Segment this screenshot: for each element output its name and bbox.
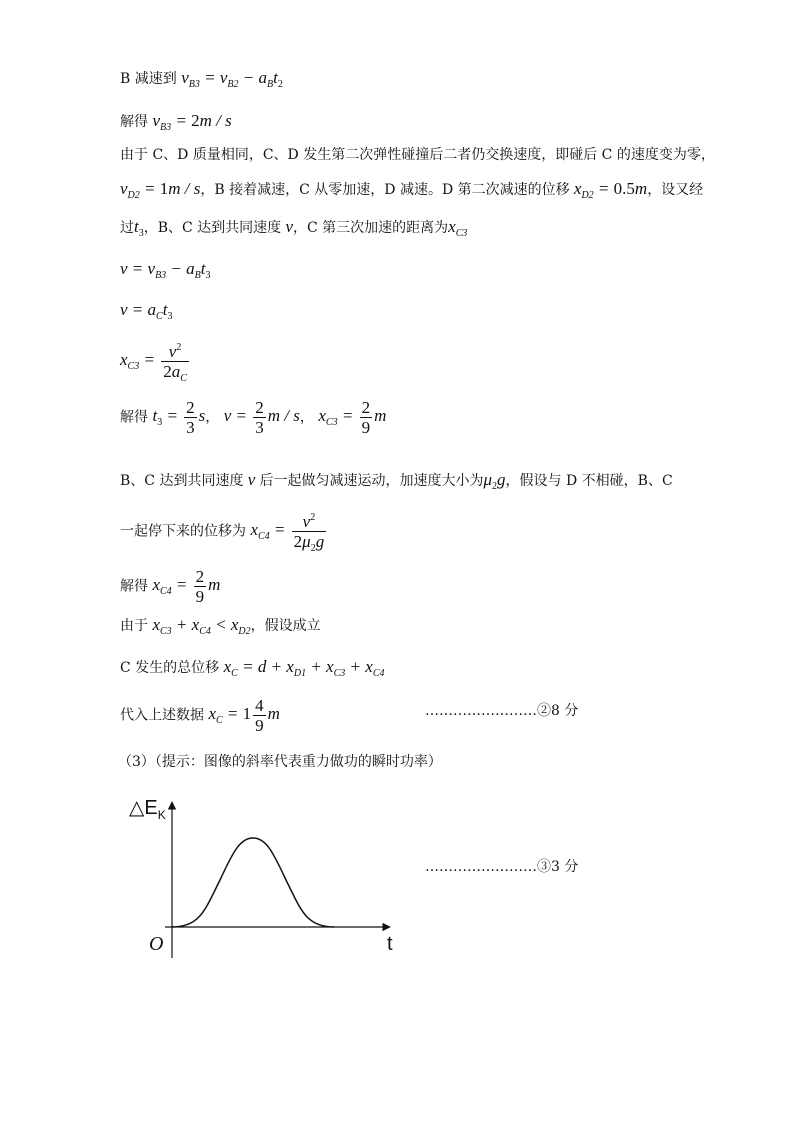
equation-line-11 (120, 512, 328, 554)
origin-label: O (149, 933, 164, 955)
eq-v-result: v = $\frac{2}{3}$ m / s (223, 398, 300, 437)
eq-vb3: $v_{B3} = v_{B2} - a_Bt_2$ (181, 68, 283, 90)
hint-line: （3）（提示：图像的斜率代表重力做功的瞬时功率） (118, 754, 442, 770)
equation-line-1 (120, 68, 283, 89)
line-text: C 发生的总位移 (120, 660, 220, 676)
eq-xc3-result: $x_{C3}$ = $\frac{2}{9}$ m (318, 398, 387, 437)
line-text: ，假设与 D 不相碰，B、C (505, 473, 673, 489)
line-text: 一起停下来的位移为 (120, 523, 246, 540)
line-text: B、C 达到共同速度 (120, 473, 244, 489)
eq-v-b3: $v = v_{B3} - a_Bt_3$ (120, 259, 211, 281)
line-text: 后一起做匀减速运动，加速度大小为 (259, 473, 484, 489)
eq-xc3-def: $x_{C3}$ = $\frac{v^2}{2a_C}$ (120, 342, 187, 384)
eq-inequality: $x_{C3} + x_{C4} < x_{D2}$ (152, 615, 251, 637)
line-text: 由于 C、D 质量相同，C、D 发生第二次弹性碰撞后二者仍交换速度，即碰后 C 的速度变为零， (120, 147, 715, 163)
eq-v-ac: $v = a_Ct_3$ (120, 300, 173, 322)
line-text: ，假设成立 (250, 618, 321, 634)
separator: ， (299, 409, 314, 426)
x-axis-label: t (387, 933, 393, 955)
paragraph-line-10 (120, 470, 673, 491)
paragraph-line-5 (120, 217, 467, 238)
line-text: 解得 (120, 114, 148, 130)
eq-v: v (281, 217, 293, 236)
eq-xc4-def: $x_{C4}$ = $\frac{v^2}{2\mu_2g}$ (250, 512, 325, 554)
equation-line-12 (120, 567, 220, 606)
eq-t3-result: $t_3$ = $\frac{2}{3}$ s (152, 398, 206, 437)
equation-line-6 (120, 259, 211, 280)
eq-mu2g: $\mu_2g$ (483, 470, 506, 492)
line-text: 过 (120, 220, 134, 236)
line-text: ，C 第三次加速的距离为 (292, 220, 449, 236)
equation-line-14 (120, 657, 384, 678)
equation-line-9 (120, 398, 386, 437)
paragraph-line-3 (120, 145, 715, 165)
bell-curve (172, 838, 334, 927)
equation-line-7 (120, 300, 172, 321)
eq-xc3: $x_{C3}$ (448, 217, 468, 239)
line-text: B 减速到 (120, 71, 177, 87)
eq-xc-total: $x_C = d + x_{D1} + x_{C3} + x_{C4}$ (223, 657, 385, 679)
line-text: 由于 (120, 618, 148, 634)
y-axis-label: $\triangle E_K$ (129, 797, 166, 822)
eq-vd2: $v_{D2} = 1m / s$ (120, 179, 201, 201)
paragraph-line-4 (120, 179, 703, 200)
eq-v2: v (243, 470, 260, 489)
line-text: ，B 接着减速，C 从零加速，D 减速。D 第二次减速的位移 (200, 182, 570, 198)
line-text: ，设又经 (647, 182, 704, 198)
delta-ek-graph (125, 780, 405, 960)
eq-xc4-result: $x_{C4}$ = $\frac{2}{9}$ m (152, 567, 221, 606)
score-3: ……………………③3 分 (425, 859, 579, 875)
eq-t3: $t_3$ (134, 217, 144, 239)
line-text: 解得 (120, 578, 148, 595)
eq-xc-result: $x_C = 1$ $\frac{4}{9}$ m (208, 696, 280, 735)
equation-line-2 (120, 111, 232, 132)
line-text: ，B、C 达到共同速度 (143, 220, 282, 236)
equation-line-15 (120, 696, 280, 735)
line-text: 代入上述数据 (120, 707, 204, 724)
line-text: 解得 (120, 409, 148, 426)
equation-line-8 (120, 342, 191, 384)
separator: ， (205, 409, 220, 426)
eq-vb3-result: $v_{B3} = 2m / s$ (152, 111, 232, 133)
eq-xd2: $x_{D2} = 0.5m$ (569, 179, 648, 201)
paragraph-line-13 (120, 615, 321, 636)
score-2: ……………………②8 分 (425, 703, 579, 719)
